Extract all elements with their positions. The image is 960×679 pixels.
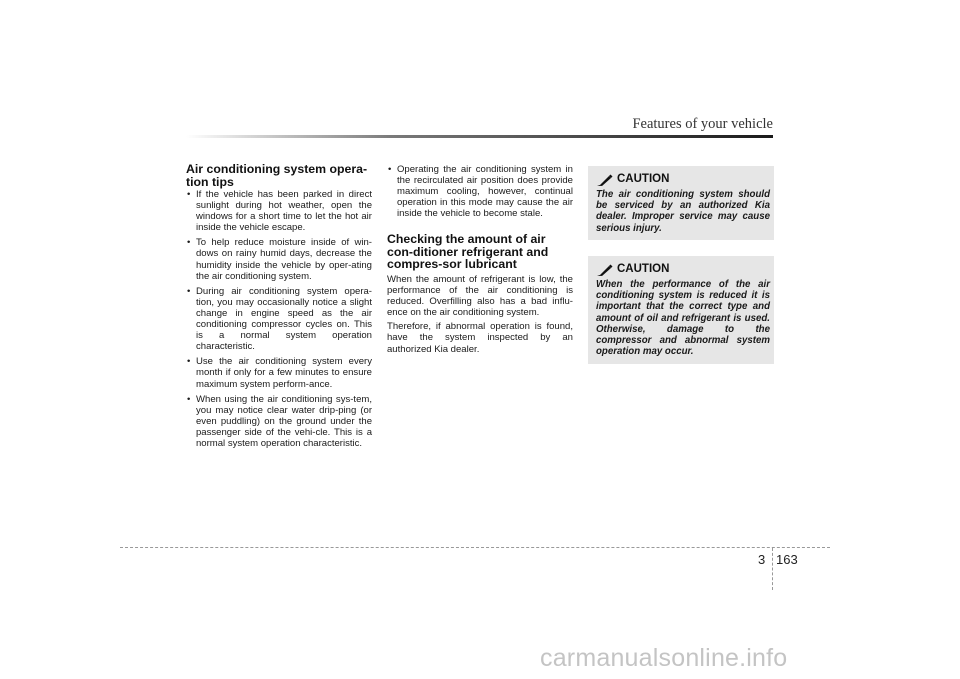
recirculation-list (387, 164, 573, 219)
ac-tips-list (186, 189, 372, 449)
list-item: • To help reduce moisture inside of win-dows on rainy humid days, decrease the humidity inside the vehicle by oper-ating the air conditioning system. (186, 237, 372, 281)
column-ac-tips (186, 163, 372, 453)
list-item: • If the vehicle has been parked in direct sunlight during hot weather, open the windows for a short time to let the hot air inside the vehicle escape. (186, 189, 372, 233)
page-divider (772, 548, 773, 590)
page-number: 163 (776, 552, 798, 567)
watermark: carmanualsonline.info (540, 644, 788, 672)
refrigerant-heading: Checking the amount of air con-ditioner refrigerant and compres-sor lubricant (387, 232, 549, 272)
caution-header (596, 262, 770, 276)
list-item: • When using the air conditioning sys-tem, you may notice clear water drip-ping (or even puddling) on the ground under the passenger side of the vehi-cle. This is a normal system operation characteristic. (186, 394, 372, 449)
column-refrigerant (387, 163, 573, 355)
list-item: • Operating the air conditioning system in the recirculated air position does provide maximum cooling, however, continual operation in this mode may cause the air inside the vehicle to become stale. (387, 164, 573, 219)
caution-pencil-icon (596, 263, 613, 275)
caution-header (596, 172, 770, 186)
chapter-number: 3 (758, 552, 766, 567)
refrigerant-paragraph: Therefore, if abnormal operation is found, have the system inspected by an authorized Kia dealer. (387, 321, 573, 355)
caution-label: CAUTION (617, 173, 670, 185)
caution-pencil-icon (596, 173, 613, 185)
header-rule (186, 135, 773, 138)
caution-label: CAUTION (617, 263, 670, 275)
section-title: Features of your vehicle (632, 116, 773, 132)
ac-tips-heading: Air conditioning system opera-tion tips (186, 162, 368, 189)
caution-text: The air conditioning system should be serviced by an authorized Kia dealer. Improper service may cause serious injury. (596, 189, 770, 234)
list-item: • Use the air conditioning system every month if only for a few minutes to ensure maximum system perform-ance. (186, 356, 372, 389)
list-item: • During air conditioning system opera-tion, you may occasionally notice a slight change in engine speed as the air conditioning compressor cycles on. This is a normal system operation characteristic. (186, 286, 372, 353)
footer-rule (120, 547, 830, 548)
caution-text: When the performance of the air conditioning system is reduced it is important that the correct type and amount of oil and refrigerant is used. Otherwise, damage to the compressor and abnormal system operation may occur. (596, 279, 770, 358)
caution-box-oil (588, 256, 774, 364)
refrigerant-paragraph: When the amount of refrigerant is low, the performance of the air conditioning is reduced. Overfilling also has a bad influ-ence on the air conditioning system. (387, 273, 573, 319)
caution-box-service (588, 166, 774, 240)
